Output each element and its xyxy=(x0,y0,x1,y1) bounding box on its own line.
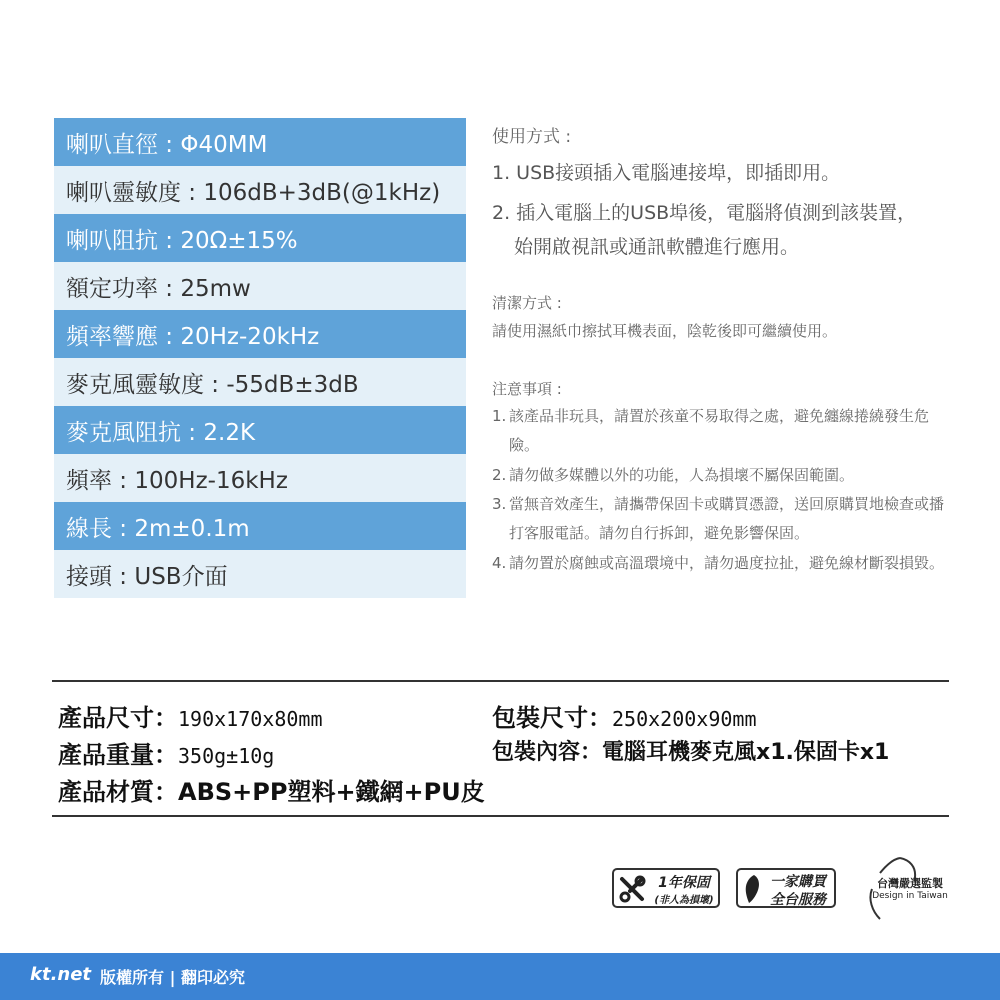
brand-logo: kt.net xyxy=(30,964,92,985)
taiwan-badge-title: 台灣嚴選監製 xyxy=(877,877,943,890)
usage-item: 2. 插入電腦上的USB埠後，電腦將偵測到該裝置， xyxy=(492,202,917,224)
package-content-label: 包裝內容： xyxy=(492,740,603,765)
product-size-value: 190x170x80mm xyxy=(178,707,323,731)
product-weight-label: 產品重量： xyxy=(58,741,178,769)
notice-number: 4. xyxy=(492,554,507,572)
package-content xyxy=(492,735,889,766)
product-size-label: 產品尺寸： xyxy=(58,704,178,732)
taiwan-badge-subtitle: Design in Taiwan xyxy=(872,891,948,901)
spec-row: 接頭 : USB介面 xyxy=(54,550,466,598)
cleaning-text: 請使用濕紙巾擦拭耳機表面，陰乾後即可繼續使用。 xyxy=(492,322,838,340)
usage-item: 始開啟視訊或通訊軟體進行應用。 xyxy=(514,236,800,258)
usage-item: 1. USB接頭插入電腦連接埠，即插即用。 xyxy=(492,162,841,184)
product-weight-value: 350g±10g xyxy=(178,744,275,768)
product-material xyxy=(58,772,485,807)
product-weight xyxy=(58,735,274,770)
notice-text: 請勿置於腐蝕或高溫環境中，請勿過度拉扯，避免線材斷裂損毀。 xyxy=(509,554,945,572)
notice-number: 2. xyxy=(492,466,507,484)
warranty-badge xyxy=(612,868,720,908)
spec-row: 喇叭靈敏度 : 106dB+3dB(@1kHz) xyxy=(54,166,466,214)
service-line2: 全台服務 xyxy=(770,892,826,908)
service-line1: 一家購買 xyxy=(770,874,826,890)
notice-number: 3. xyxy=(492,495,507,513)
spec-row: 額定功率 : 25mw xyxy=(54,262,466,310)
product-material-value: ABS+PP塑料+鐵網+PU皮 xyxy=(178,778,485,806)
divider-top xyxy=(52,680,949,682)
tools-icon xyxy=(618,875,646,903)
divider-bottom xyxy=(52,815,949,817)
notice-text: 該產品非玩具，請置於孩童不易取得之處，避免纏線捲繞發生危險。 xyxy=(509,407,930,454)
package-size xyxy=(492,698,757,733)
spec-row: 喇叭直徑 : Φ40MM xyxy=(54,118,466,166)
service-badge xyxy=(736,868,836,908)
spec-row: 喇叭阻抗 : 20Ω±15% xyxy=(54,214,466,262)
copyright-text: 版權所有 | 翻印必究 xyxy=(100,968,245,987)
spec-row: 線長 : 2m±0.1m xyxy=(54,502,466,550)
spec-row: 麥克風阻抗 : 2.2K xyxy=(54,406,466,454)
package-content-value: 電腦耳機麥克風x1.保固卡x1 xyxy=(602,740,890,765)
spec-row: 麥克風靈敏度 : -55dB±3dB xyxy=(54,358,466,406)
notice-number: 1. xyxy=(492,407,507,425)
notice-text: 請勿做多媒體以外的功能，人為損壞不屬保固範圍。 xyxy=(509,466,855,484)
notice-item xyxy=(492,549,952,578)
notice-item xyxy=(492,402,952,460)
package-size-label: 包裝尺寸： xyxy=(492,704,612,732)
usage-title: 使用方式 : xyxy=(492,127,572,147)
spec-row: 頻率響應 : 20Hz-20kHz xyxy=(54,310,466,358)
notice-item xyxy=(492,490,952,548)
notice-title: 注意事項 : xyxy=(492,380,562,398)
product-material-label: 產品材質： xyxy=(58,778,178,806)
package-size-value: 250x200x90mm xyxy=(612,707,757,731)
notice-item xyxy=(492,461,952,490)
footer-bar xyxy=(0,953,1000,1000)
product-size xyxy=(58,698,323,733)
taiwan-badge xyxy=(860,855,950,921)
warranty-note: (非人為損壞) xyxy=(654,895,714,906)
spec-table xyxy=(54,118,466,598)
cleaning-title: 清潔方式 : xyxy=(492,294,562,312)
spec-row: 頻率 : 100Hz-16kHz xyxy=(54,454,466,502)
notice-text: 當無音效產生，請攜帶保固卡或購買憑證，送回原購買地檢查或播打客服電話。請勿自行拆卸，避免影響保固。 xyxy=(509,495,945,542)
warranty-title: 1年保固 xyxy=(658,875,710,891)
taiwan-map-icon xyxy=(742,874,762,904)
